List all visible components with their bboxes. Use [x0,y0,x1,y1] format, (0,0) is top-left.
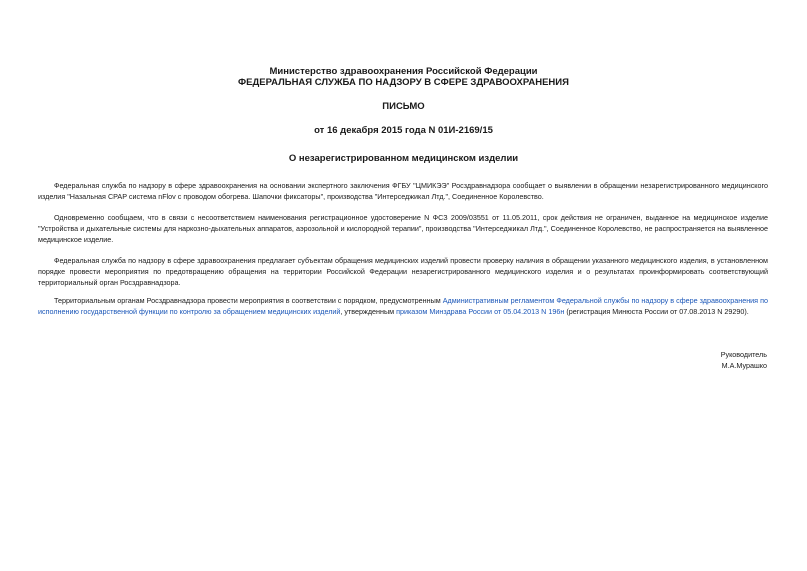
paragraph-4-text-2: , утвержденным [340,306,397,316]
document-type: ПИСЬМО [382,101,425,112]
paragraph-2: Одновременно сообщаем, что в связи с несоответствием наименования регистрационное удостоверение N ФСЗ 2009/03551 от 11.05.2011, срок действия не ограничен, выданное на медицинское изделие "Устройства и дыхательные системы для наркозно-дыхательных аппаратов, аэрозольной и кислородной терапии", производства "Интерседжикал Лтд.", Соединенное Королевство, не распространяется на выявленное медицинское изделие. [38,213,768,244]
document-subject: О незарегистрированном медицинском изделии [288,153,519,164]
paragraph-4 [38,296,768,318]
signature-name: М.А.Мурашко [721,361,767,370]
administrative-regulation-link[interactable]: Административным регламентом Федеральной службы по надзору в сфере здравоохранения по исполнению государственной функции по контролю за обращением медицинских изделий [38,296,768,316]
paragraph-3: Федеральная служба по надзору в сфере здравоохранения предлагает субъектам обращения медицинских изделий провести проверку наличия в обращении указанного медицинского изделия, в установленном порядке провести мероприятия по предотвращению обращения на территории Российской Федерации незарегистрированного медицинского изделия и о результатах проинформировать соответствующий территориальный орган Росздравнадзора. [38,256,768,287]
signature-title: Руководитель [720,350,767,359]
service-name: ФЕДЕРАЛЬНАЯ СЛУЖБА ПО НАДЗОРУ В СФЕРЕ ЗДРАВООХРАНЕНИЯ [238,77,569,88]
paragraph-4-text-3: (регистрация Минюста России от 07.08.2013 N 29290). [564,306,749,316]
paragraph-1: Федеральная служба по надзору в сфере здравоохранения на основании экспертного заключения ФГБУ "ЦМИКЭЭ" Росздравнадзора сообщает о выявлении в обращении незарегистрированного медицинского изделия "Назальная CPAP система nFlov с проводом обогрева. Шапочки фиксаторы", производства "Интерседжикал Лтд.", Соединенное Королевство. [38,181,768,201]
ministry-order-link[interactable]: приказом Минздрава России от 05.04.2013 N 196н [396,306,565,316]
document-date-number: от 16 декабря 2015 года N 01И-2169/15 [314,125,493,136]
paragraph-4-text-1: Территориальным органам Росздравнадзора провести мероприятия в соответствии с порядком, предусмотренным [54,296,443,305]
ministry-name: Министерство здравоохранения Российской Федерации [269,66,538,77]
